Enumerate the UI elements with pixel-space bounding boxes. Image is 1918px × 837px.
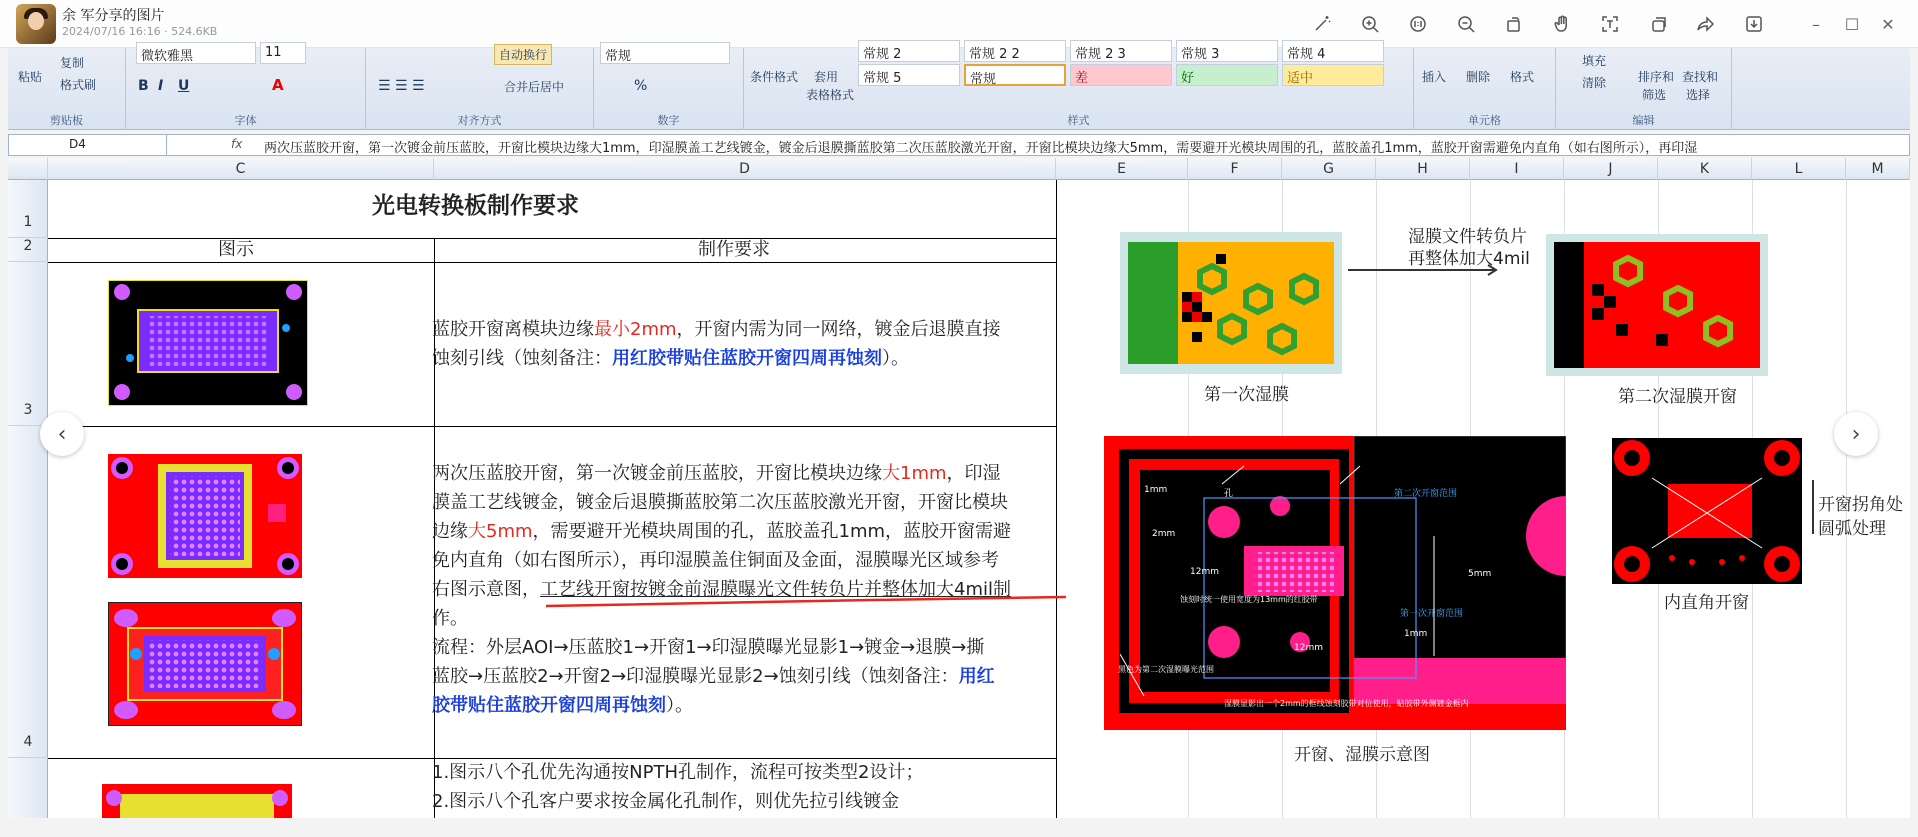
column-header-j[interactable]: J xyxy=(1564,158,1658,180)
number-label: 数字 xyxy=(657,114,680,127)
text-span-blue: 用红 xyxy=(958,666,995,687)
text-span-red: 最小2mm xyxy=(594,319,677,340)
find-select-button-2[interactable]: 选择 xyxy=(1686,88,1711,102)
row5-line2: 2.图示八个孔客户要求按金属化孔制作，则优先拉引线镀金 xyxy=(432,791,900,812)
diagram-label-2mm: 2mm xyxy=(1152,529,1176,539)
table-border xyxy=(48,426,1056,427)
clear-button[interactable]: 清除 xyxy=(1582,76,1607,90)
diagram-label-black-note: 黑色为第二次湿膜曝光范围 xyxy=(1118,665,1214,674)
row-header-1[interactable]: 1 xyxy=(8,180,48,238)
hand-pan-icon[interactable] xyxy=(1548,10,1576,38)
row4-line8 xyxy=(432,662,995,691)
pcb-image-row4-bottom xyxy=(108,602,302,726)
column-header-k[interactable]: K xyxy=(1658,158,1752,180)
row4-line4: 免内直角（如右图所示），再印湿膜盖住铜面及金面，湿膜曝光区域参考 xyxy=(432,550,999,571)
delete-button[interactable]: 删除 xyxy=(1466,70,1491,84)
sort-filter-button-2[interactable]: 筛选 xyxy=(1642,88,1667,102)
column-header-m[interactable]: M xyxy=(1846,158,1910,180)
diagram-label-etch-note: 蚀刻时统一使用宽度为13mm的红胶带 xyxy=(1180,595,1318,604)
styles-group xyxy=(744,48,1414,130)
clipboard-group xyxy=(8,48,126,130)
text-span: 蓝胶→压蓝胶2→开窗2→印湿膜曝光显影2→蚀刻引线（蚀刻备注： xyxy=(432,666,959,687)
diagram-label-12mm-a: 12mm xyxy=(1190,567,1219,577)
wrap-text-button[interactable]: 自动换行 xyxy=(494,44,552,65)
pcb-image-row4-top xyxy=(108,454,302,578)
font-label: 字体 xyxy=(234,114,257,127)
magic-wand-icon[interactable] xyxy=(1308,10,1336,38)
name-box[interactable]: D4 xyxy=(9,135,167,155)
font-color-icon[interactable]: A xyxy=(272,76,284,94)
text-span-red: 大1mm xyxy=(882,463,947,484)
row-header xyxy=(8,180,48,818)
text-span: ，开窗内需为同一网络，镀金后退膜直接 xyxy=(676,319,1001,340)
style-normal-5[interactable]: 常规 5 xyxy=(858,64,960,86)
style-good[interactable]: 好 xyxy=(1176,64,1278,86)
text-span: ）。 xyxy=(666,695,693,716)
diagram-label-first-window: 第一次开窗范围 xyxy=(1400,609,1464,619)
editing-group xyxy=(1556,48,1732,130)
column-header-f[interactable]: F xyxy=(1188,158,1282,180)
pcb-image-row5 xyxy=(102,784,292,818)
caption-corner-arc-1: 开窗拐角处 xyxy=(1818,495,1903,515)
minimize-button[interactable]: – xyxy=(1812,14,1820,34)
align-icons[interactable]: ☰ ☰ ☰ xyxy=(378,78,425,94)
row3-line1 xyxy=(432,315,1052,344)
row-header-4[interactable]: 4 xyxy=(8,426,48,758)
chevron-left-icon: ‹ xyxy=(57,421,67,447)
style-normal-2-3[interactable]: 常规 2 3 xyxy=(1070,40,1172,62)
row5-line1: 1.图示八个孔优先沟通按NPTH孔制作，流程可按类型2设计； xyxy=(432,762,924,783)
clipboard-label: 剪贴板 xyxy=(50,114,83,127)
sheet-title: 光电转换板制作要求 xyxy=(372,193,579,219)
caption-second-wet-film: 第二次湿膜开窗 xyxy=(1618,387,1737,407)
row-header-2[interactable]: 2 xyxy=(8,238,48,262)
crop-text-icon[interactable] xyxy=(1596,10,1624,38)
column-header-l[interactable]: L xyxy=(1752,158,1846,180)
underline-button[interactable]: U xyxy=(178,78,190,94)
style-normal[interactable]: 常规 xyxy=(964,64,1066,86)
text-span-red: 大5mm xyxy=(468,521,533,542)
text-span: ，需要避开光模块周围的孔，蓝胶盖孔1mm，蓝胶开窗需避 xyxy=(532,521,1012,542)
styles-label: 样式 xyxy=(1067,114,1090,127)
row3-line2 xyxy=(432,344,1052,373)
style-neutral[interactable]: 适中 xyxy=(1282,64,1384,86)
percent-button[interactable]: % xyxy=(634,78,648,94)
spreadsheet-grid xyxy=(8,158,1910,818)
pcb-inner-corner xyxy=(1612,438,1802,584)
paste-button[interactable]: 粘贴 xyxy=(18,70,43,84)
style-bad[interactable]: 差 xyxy=(1070,64,1172,86)
header-requirement: 制作要求 xyxy=(698,239,770,260)
row-header-3[interactable]: 3 xyxy=(8,262,48,426)
header-illustration: 图示 xyxy=(218,239,254,260)
column-header-h[interactable]: H xyxy=(1376,158,1470,180)
row4-line2: 膜盖工艺线镀金，镀金后退膜撕蓝胶第二次压蓝胶激光开窗，开窗比模块 xyxy=(432,492,1008,513)
table-format-button-2[interactable]: 表格格式 xyxy=(806,88,855,102)
style-normal-2-2[interactable]: 常规 2 2 xyxy=(964,40,1066,62)
column-header-e[interactable]: E xyxy=(1056,158,1188,180)
editing-label: 编辑 xyxy=(1632,114,1655,127)
text-span-blue: 用红胶带贴住蓝胶开窗四周再蚀刻 xyxy=(612,348,882,369)
avatar xyxy=(16,4,56,44)
copy-stack-icon[interactable] xyxy=(1644,10,1672,38)
row4-line9 xyxy=(432,691,693,720)
diagram-label-hole: 孔 xyxy=(1224,489,1234,499)
text-span: ）。 xyxy=(882,348,909,369)
number-group xyxy=(594,48,744,130)
text-span-underlined: 工艺线开窗按镀金前湿膜曝光文件转负片并整体加大4mil制 xyxy=(540,579,1011,600)
style-normal-4[interactable]: 常规 4 xyxy=(1282,40,1384,62)
pcb-image-row3 xyxy=(108,280,308,406)
arrow-label-line2: 再整体加大4mil xyxy=(1408,249,1530,269)
maximize-button[interactable]: ☐ xyxy=(1844,14,1860,34)
alignment-label: 对齐方式 xyxy=(457,114,502,127)
red-underline-annotation xyxy=(544,594,1070,610)
download-icon[interactable] xyxy=(1740,10,1768,38)
format-painter-button[interactable]: 格式刷 xyxy=(60,78,97,92)
text-span: ，印湿 xyxy=(946,463,1001,484)
font-group xyxy=(126,45,366,130)
rotate-icon[interactable] xyxy=(1500,10,1528,38)
style-normal-3[interactable]: 常规 3 xyxy=(1176,40,1278,62)
sort-filter-button-1[interactable]: 排序和 xyxy=(1638,70,1675,84)
zoom-in-icon[interactable] xyxy=(1356,10,1384,38)
pcb-first-wet-film xyxy=(1120,232,1342,374)
zoom-out-icon[interactable] xyxy=(1452,10,1480,38)
find-select-button-1[interactable]: 查找和 xyxy=(1682,70,1719,84)
caption-inner-corner: 内直角开窗 xyxy=(1664,593,1749,613)
bold-button[interactable]: B xyxy=(138,78,149,94)
copy-button[interactable]: 复制 xyxy=(60,56,85,70)
formula-bar xyxy=(8,134,1910,156)
table-border xyxy=(1056,180,1057,818)
diagram-label-12mm-b: 12mm xyxy=(1294,643,1323,653)
column-header xyxy=(8,158,1910,180)
row4-line3 xyxy=(432,517,1011,546)
viewer-bottom-bar xyxy=(0,818,1918,837)
caption-window-diagram: 开窗、湿膜示意图 xyxy=(1294,745,1430,765)
diagram-label-5mm: 5mm xyxy=(1468,569,1492,579)
cells-label: 单元格 xyxy=(1468,114,1501,127)
column-header-i[interactable]: I xyxy=(1470,158,1564,180)
table-border xyxy=(48,262,1056,263)
fx-icon[interactable]: fx xyxy=(231,137,243,151)
row4-line6: 作。 xyxy=(432,608,468,629)
text-span-blue: 胶带贴住蓝胶开窗四周再蚀刻 xyxy=(432,695,666,716)
text-span: 两次压蓝胶开窗，第一次镀金前压蓝胶，开窗比模块边缘 xyxy=(432,463,882,484)
font-size-select[interactable]: 11 xyxy=(260,42,306,64)
diagram-label-bottom-note: 湿膜显影出一个2mm的框线蚀刻胶带对位使用，贴胶带外侧镀金框内 xyxy=(1224,699,1469,708)
alignment-group xyxy=(366,48,594,130)
column-header-d[interactable]: D xyxy=(434,158,1056,180)
caption-corner-arc-2: 圆弧处理 xyxy=(1818,519,1886,539)
table-border xyxy=(48,238,1056,239)
insert-button[interactable]: 插入 xyxy=(1422,70,1447,84)
corner-cell[interactable] xyxy=(8,158,48,180)
previous-image-button[interactable] xyxy=(40,412,84,456)
column-header-c[interactable]: C xyxy=(48,158,434,180)
diagram-label-1mm-a: 1mm xyxy=(1144,485,1168,495)
text-span: 蓝胶开窗离模块边缘 xyxy=(432,319,594,340)
diagram-label-second-window: 第二次开窗范围 xyxy=(1394,489,1458,499)
format-button[interactable]: 格式 xyxy=(1510,70,1535,84)
next-image-button[interactable] xyxy=(1834,412,1878,456)
font-name-select[interactable]: 微软雅黑 xyxy=(136,42,256,64)
cells-group xyxy=(1414,48,1556,130)
chevron-right-icon: › xyxy=(1851,421,1861,447)
ribbon xyxy=(8,45,1910,130)
bracket-line xyxy=(1812,480,1814,534)
text-span: 边缘 xyxy=(432,521,468,542)
style-normal-2[interactable]: 常规 2 xyxy=(858,40,960,62)
row4-line1 xyxy=(432,459,1001,488)
caption-first-wet-film: 第一次湿膜 xyxy=(1204,385,1289,405)
window-subtitle: 2024/07/16 16:16 · 524.6KB xyxy=(62,25,218,38)
window-wet-film-diagram xyxy=(1104,436,1566,730)
number-format-select[interactable]: 常规 xyxy=(600,42,730,64)
formula-content[interactable]: 两次压蓝胶开窗，第一次镀金前压蓝胶，开窗比模块边缘大1mm，印湿膜盖工艺线镀金，镀金后退膜撕蓝胶第二次压蓝胶激光开窗，开窗比模块边缘大5mm，需要避开光模块周围的孔，蓝胶盖孔1mm，蓝胶开窗需避免内直角（如右图所示），再印湿 xyxy=(264,141,1698,156)
arrow-label-line1: 湿膜文件转负片 xyxy=(1408,227,1527,247)
row4-line7: 流程：外层AOI→压蓝胶1→开窗1→印湿膜曝光显影1→镀金→退膜→撕 xyxy=(432,637,985,658)
table-format-button-1[interactable]: 套用 xyxy=(814,70,839,84)
fill-button[interactable]: 填充 xyxy=(1582,54,1607,68)
pcb-second-wet-film xyxy=(1546,234,1768,376)
merge-center-button[interactable]: 合并后居中 xyxy=(504,80,565,94)
italic-button[interactable]: I xyxy=(158,78,164,94)
close-button[interactable]: ✕ xyxy=(1881,14,1895,34)
window-title: 余 军分享的图片 xyxy=(62,8,165,24)
diagram-label-1mm-b: 1mm xyxy=(1404,629,1428,639)
conditional-format-button[interactable]: 条件格式 xyxy=(750,70,799,84)
column-header-g[interactable]: G xyxy=(1282,158,1376,180)
text-span: 蚀刻引线（蚀刻备注： xyxy=(432,348,612,369)
text-span: 右图示意图， xyxy=(432,579,540,600)
share-icon[interactable] xyxy=(1692,10,1720,38)
actual-size-icon[interactable] xyxy=(1404,10,1432,38)
